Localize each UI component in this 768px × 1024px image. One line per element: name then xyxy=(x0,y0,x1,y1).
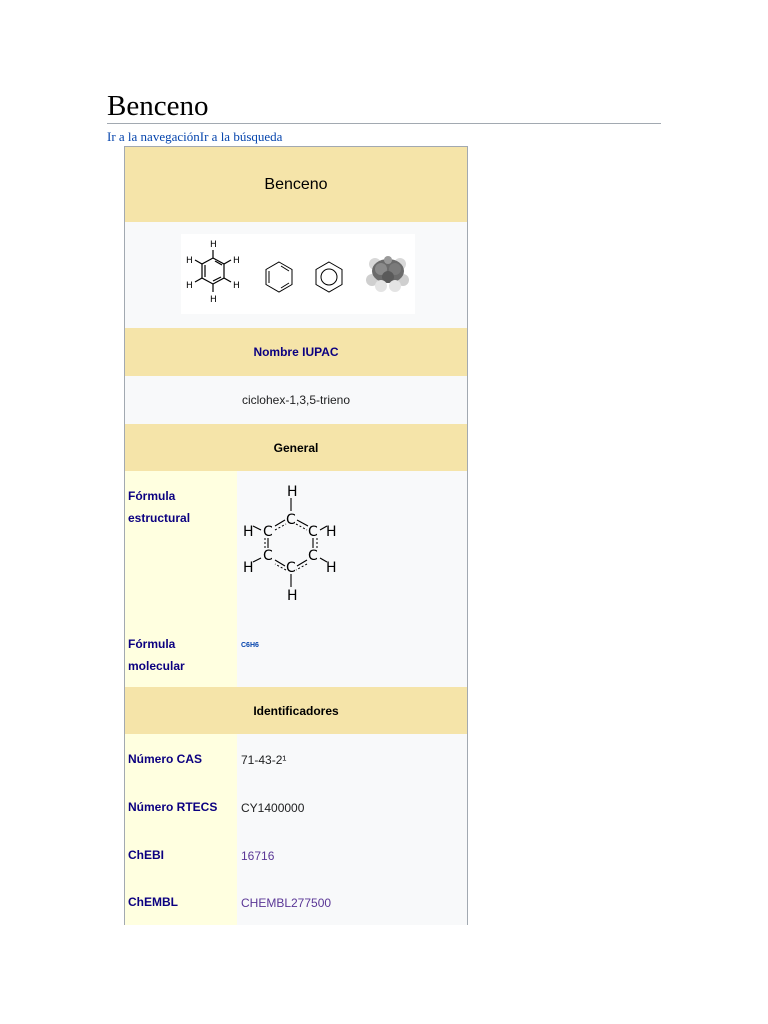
benzene-aromatic-ring-image xyxy=(316,262,342,292)
identifiers-header-text: Identificadores xyxy=(253,703,339,718)
svg-text:H: H xyxy=(233,256,240,266)
benzene-lewis-h-labels xyxy=(186,240,240,305)
infobox-title xyxy=(125,147,467,222)
svg-text:H: H xyxy=(233,281,240,291)
chebi-label: ChEBI xyxy=(128,848,164,862)
svg-text:H: H xyxy=(186,256,193,266)
formula-atom-c: C xyxy=(308,548,318,564)
rtecs-number-label: Número RTECS xyxy=(128,800,218,814)
page-title: Benceno xyxy=(107,90,209,122)
benzene-lewis-structure-image xyxy=(195,250,231,292)
iupac-name-row xyxy=(125,376,467,424)
iupac-name-value: ciclohex-1,3,5-trieno xyxy=(241,393,351,407)
chebi-link[interactable]: 16716 xyxy=(241,849,275,863)
formula-atom-h: H xyxy=(287,588,298,604)
svg-text:H: H xyxy=(210,295,217,305)
infobox-title-text: Benceno xyxy=(264,175,328,193)
benzene-space-filling-model-image xyxy=(366,256,409,292)
skip-to-navigation-link[interactable]: Ir a la navegación xyxy=(107,129,200,144)
structural-formula-label: Fórmula estructural xyxy=(128,489,191,525)
cas-number-label: Número CAS xyxy=(128,752,203,766)
formula-atom-h: H xyxy=(326,560,337,576)
general-header xyxy=(125,424,467,471)
benzene-kekule-ring-image xyxy=(266,262,292,292)
structural-formula-diagram xyxy=(241,480,351,605)
infobox xyxy=(124,146,468,925)
formula-atom-c: C xyxy=(263,548,273,564)
formula-atom-c: C xyxy=(286,560,296,576)
molecular-formula-value[interactable]: C6H6 xyxy=(241,642,259,649)
structural-formula-image xyxy=(241,480,351,609)
rtecs-number-value: CY1400000 xyxy=(241,801,305,815)
skip-links xyxy=(107,129,282,145)
svg-text:H: H xyxy=(186,281,193,291)
svg-text:H: H xyxy=(210,240,217,250)
formula-atom-h: H xyxy=(287,484,298,500)
chembl-link[interactable]: CHEMBL277500 xyxy=(241,896,332,910)
formula-atom-h: H xyxy=(243,560,254,576)
benzene-images xyxy=(181,234,415,314)
general-header-text: General xyxy=(273,440,319,455)
skip-to-search-link[interactable]: Ir a la búsqueda xyxy=(199,129,283,144)
chembl-label: ChEMBL xyxy=(128,895,178,909)
title-divider xyxy=(107,123,661,124)
formula-atom-h: H xyxy=(326,524,337,540)
formula-atom-c: C xyxy=(308,524,318,540)
molecular-formula-label: Fórmula molecular xyxy=(128,637,185,673)
iupac-name-header xyxy=(125,328,467,376)
identifiers-header xyxy=(125,687,467,734)
formula-atom-c: C xyxy=(263,524,273,540)
benzene-image-strip xyxy=(181,234,415,314)
formula-atom-h: H xyxy=(243,524,254,540)
formula-atom-c: C xyxy=(286,512,296,528)
iupac-name-header-text: Nombre IUPAC xyxy=(253,345,339,359)
cas-number-value: 71-43-2¹ xyxy=(241,753,287,767)
infobox-image-row xyxy=(125,222,467,328)
